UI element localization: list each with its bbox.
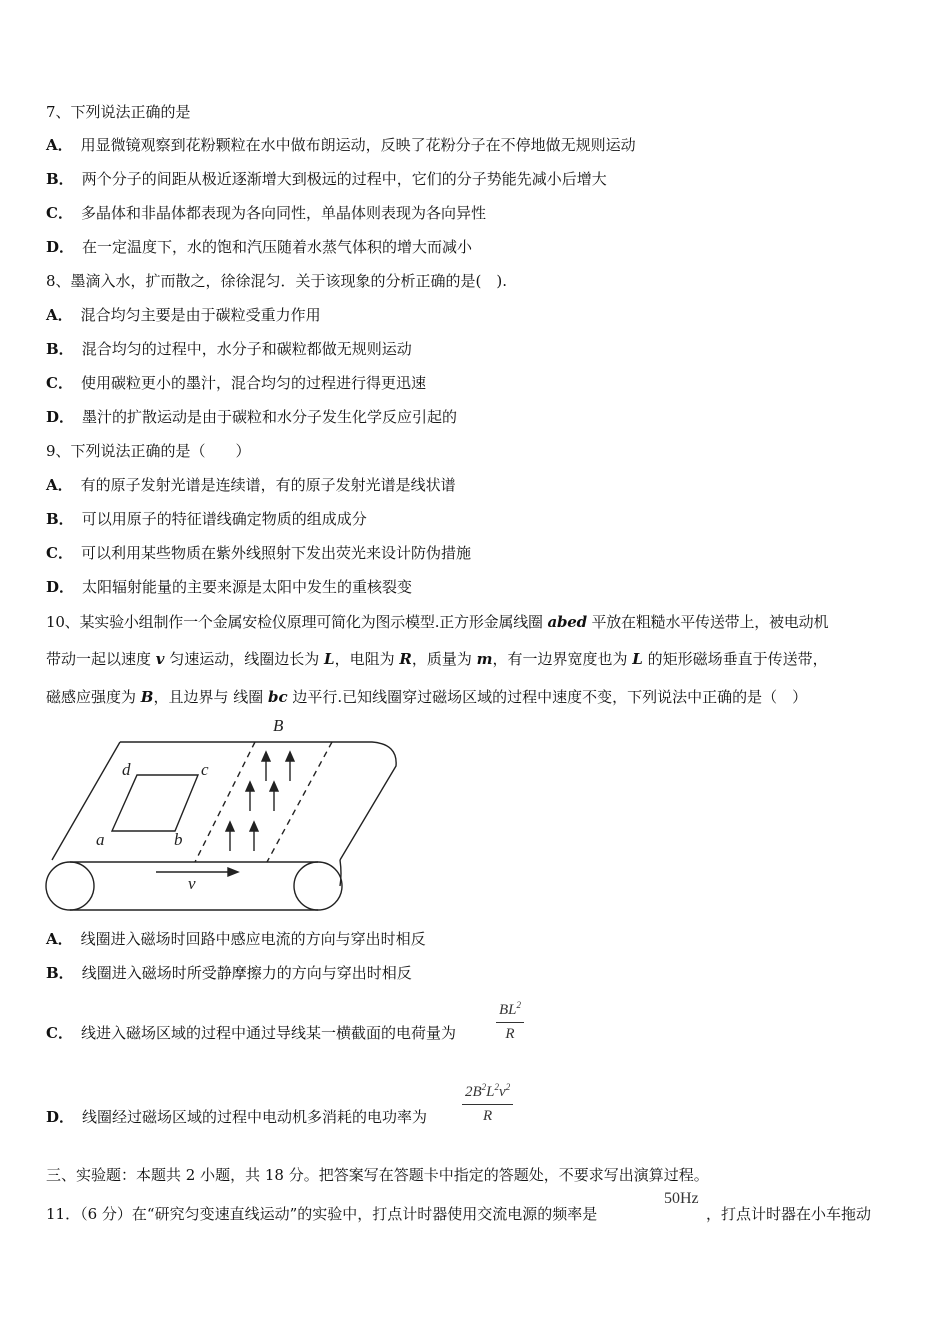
q10-option-b: B． 线圈进入磁场时所受静摩擦力的方向与穿出时相反 bbox=[46, 964, 412, 982]
belt-left-edge bbox=[52, 742, 120, 860]
section-3-heading: 三、实验题：本题共 2 小题，共 18 分。把答案写在答题卡中指定的答题处，不要求写出演算过程。 bbox=[46, 1166, 709, 1184]
q7-option-c: C． 多晶体和非晶体都表现为各向同性，单晶体则表现为各向异性 bbox=[46, 204, 486, 222]
q10-option-a: A． 线圈进入磁场时回路中感应电流的方向与穿出时相反 bbox=[46, 930, 426, 948]
right-roller bbox=[294, 862, 342, 910]
field-boundary-right bbox=[267, 742, 332, 862]
q8-stem: 8、墨滴入水，扩而散之，徐徐混匀．关于该现象的分析正确的是( ). bbox=[46, 272, 508, 290]
conveyor-belt-figure bbox=[40, 714, 410, 914]
q10-option-d: D． 线圈经过磁场区域的过程中电动机多消耗的电功率为 bbox=[46, 1108, 428, 1126]
label-d: d bbox=[122, 760, 131, 779]
fraction-d: $\frac{2B^2L^2v^2}{R}$ bbox=[462, 1082, 513, 1125]
field-arrows bbox=[156, 752, 294, 876]
q8-option-b: B． 混合均匀的过程中，水分子和碳粒都做无规则运动 bbox=[46, 340, 412, 358]
q10-stem-line2: 带动一起以速度 v 匀速运动，线圈边长为 L，电阻为 R，质量为 m，有一边界宽度也为 L 的矩形磁场垂直于传送带， bbox=[46, 650, 828, 668]
q9-option-d: D． 太阳辐射能量的主要来源是太阳中发生的重核裂变 bbox=[46, 578, 413, 596]
label-b-field: B bbox=[273, 716, 284, 735]
q7-option-a: A． 用显微镜观察到花粉颗粒在水中做布朗运动，反映了花粉分子在不停地做无规则运动 bbox=[46, 136, 636, 154]
q8-option-d: D． 墨汁的扩散运动是由于碳粒和水分子发生化学反应引起的 bbox=[46, 408, 458, 426]
q7-option-b: B． 两个分子的间距从极近逐渐增大到极远的过程中，它们的分子势能先减小后增大 bbox=[46, 170, 607, 188]
q7-stem: 7、下列说法正确的是 bbox=[46, 103, 191, 121]
left-roller bbox=[46, 862, 94, 910]
frequency-unit: 50Hz bbox=[664, 1190, 699, 1207]
q10-stem-line3: 磁感应强度为 B，且边界与 线圈 bc 边平行.已知线圈穿过磁场区域的过程中速度不变，下列说法中正确的是（ ） bbox=[46, 688, 808, 706]
q9-option-b: B． 可以用原子的特征谱线确定物质的组成成分 bbox=[46, 510, 367, 528]
q9-option-c: C． 可以利用某些物质在紫外线照射下发出荧光来设计防伪措施 bbox=[46, 544, 471, 562]
q11-stem-tail: ，打点计时器在小车拖动 bbox=[706, 1205, 872, 1223]
fraction-c: $\frac{BL^2}{R}$ bbox=[496, 1000, 524, 1043]
belt-top-edge bbox=[120, 742, 396, 860]
label-v: v bbox=[188, 874, 196, 893]
q8-option-c: C． 使用碳粒更小的墨汁，混合均匀的过程进行得更迅速 bbox=[46, 374, 426, 392]
coil-square bbox=[112, 775, 198, 831]
q11-stem: 11．（6 分）在“研究匀变速直线运动”的实验中，打点计时器使用交流电源的频率是 bbox=[46, 1205, 598, 1223]
q8-option-a: A． 混合均匀主要是由于碳粒受重力作用 bbox=[46, 306, 321, 324]
q10-option-c: C． 线进入磁场区域的过程中通过导线某一横截面的电荷量为 bbox=[46, 1024, 456, 1042]
label-b: b bbox=[174, 830, 183, 849]
q10-stem-line1: 10、某实验小组制作一个金属安检仪原理可简化为图示模型.正方形金属线圈 abed 平放在粗糙水平传送带上，被电动机 bbox=[46, 613, 829, 631]
label-a: a bbox=[96, 830, 105, 849]
q7-option-d: D． 在一定温度下，水的饱和汽压随着水蒸气体积的增大而减小 bbox=[46, 238, 473, 256]
label-c: c bbox=[201, 760, 209, 779]
q9-stem: 9、下列说法正确的是（ ） bbox=[46, 442, 251, 460]
q9-option-a: A． 有的原子发射光谱是连续谱，有的原子发射光谱是线状谱 bbox=[46, 476, 456, 494]
